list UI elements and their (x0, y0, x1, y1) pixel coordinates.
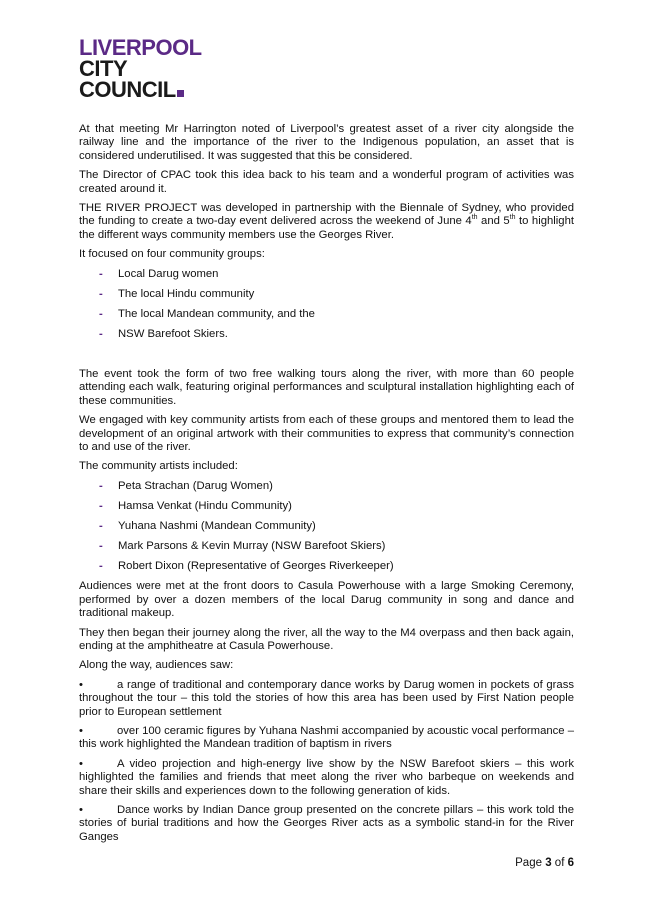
logo-council-text: COUNCIL (79, 77, 176, 102)
list-item (79, 560, 574, 573)
page-number: 3 (545, 857, 552, 869)
community-artists-list (79, 480, 574, 574)
list-item (79, 288, 574, 301)
list-item-text: Peta Strachan (Darug Women) (118, 479, 273, 492)
list-item (79, 520, 574, 533)
river-project-text-a: THE RIVER PROJECT was developed in partnership with the Biennale of Sydney, who provided the funding to create a two-day event delivered across the weekend of June 4 (79, 202, 574, 228)
sight-item-text: over 100 ceramic figures by Yuhana Nashmi accompanied by acoustic vocal performance – this work highlighted the Mandean tradition of baptism in rivers (79, 725, 574, 751)
list-item-text: The local Mandean community, and the (118, 307, 315, 320)
dash-marker: - (99, 479, 103, 492)
superscript-th: th (471, 214, 478, 222)
dash-marker: - (99, 287, 103, 300)
of-label: of (554, 857, 565, 869)
page-footer (515, 857, 574, 869)
paragraph-director: The Director of CPAC took this idea back to his team and a wonderful program of activities was created around it. (79, 169, 574, 195)
logo-line-council (79, 79, 202, 100)
river-project-text-b: and 5 (477, 215, 510, 228)
bullet-marker: • (79, 678, 83, 691)
paragraph-river-project (79, 202, 574, 242)
dash-marker: - (99, 540, 103, 553)
paragraph-mentoring: We engaged with key community artists from each of these groups and mentored them to lead the development of an original artwork with their communities to express that community’s connection to and use of the river. (79, 414, 574, 454)
paragraph-artists-intro: The community artists included: (79, 460, 238, 473)
list-item-text: Yuhana Nashmi (Mandean Community) (118, 520, 316, 533)
paragraph-focus: It focused on four community groups: (79, 248, 265, 261)
sight-item (79, 804, 574, 844)
sight-item-text: A video projection and high-energy live show by the NSW Barefoot skiers – this work highlighted the families and friends that meet along the river who barbeque on weekends and share their skills and experiences down to the following generation of kids. (79, 757, 574, 797)
sight-item-text: Dance works by Indian Dance group presented on the concrete pillars – this work told the stories of burial traditions and how the Georges River acts as a symbolic stand-in for the River Ganges (79, 804, 574, 843)
list-item (79, 500, 574, 513)
superscript-th: th (509, 214, 516, 222)
logo-line-liverpool: LIVERPOOL (79, 35, 202, 60)
list-item (79, 480, 574, 493)
page-label: Page (515, 857, 542, 869)
sight-item (79, 758, 574, 798)
list-item-text: Local Darug women (118, 267, 219, 280)
dash-marker: - (99, 499, 103, 512)
list-item-text: Robert Dixon (Representative of Georges Riverkeeper) (118, 560, 394, 573)
paragraph-meeting: At that meeting Mr Harrington noted of Liverpool’s greatest asset of a river city alongside the railway line and the importance of the river to the Indigenous population, an asset that is considered underutilised. It was suggested that this be considered. (79, 123, 574, 162)
paragraph-walking-tours: The event took the form of two free walking tours along the river, with more than 60 people attending each walk, featuring original performances and sculptural installation highlighting each of these communities. (79, 368, 574, 407)
council-logo (79, 37, 202, 100)
community-groups-list (79, 268, 574, 342)
dash-marker: - (99, 327, 103, 340)
paragraph-journey: They then began their journey along the river, all the way to the M4 overpass and then back again, ending at the amphitheatre at Casula Powerhouse. (79, 626, 574, 652)
list-item (79, 308, 574, 321)
bullet-marker: • (79, 725, 83, 737)
page-total: 6 (567, 857, 574, 869)
list-item (79, 268, 574, 281)
sight-item (79, 725, 574, 752)
paragraph-along-the-way: Along the way, audiences saw: (79, 659, 234, 672)
sight-item-text: a range of traditional and contemporary dance works by Darug women in pockets of grass throughout the tour – this told the stories of how this area has been used by First Nation people prior to European settlement (79, 678, 574, 718)
dash-marker: - (99, 520, 103, 533)
list-item-text: Mark Parsons & Kevin Murray (NSW Barefoot Skiers) (118, 540, 386, 553)
list-item (79, 540, 574, 553)
sight-item (79, 679, 574, 719)
document-body (79, 123, 574, 850)
river-project-text-c: to highlight the different ways community members use the Georges River. (79, 215, 575, 241)
list-item-text: Hamsa Venkat (Hindu Community) (118, 499, 292, 512)
bullet-marker: • (79, 757, 83, 770)
logo-line-city: CITY (79, 56, 128, 81)
list-item (79, 328, 574, 341)
dash-marker: - (99, 307, 103, 320)
list-item-text: The local Hindu community (118, 287, 255, 300)
spacer (79, 348, 574, 368)
logo-dot-icon (177, 90, 184, 97)
dash-marker: - (99, 560, 103, 573)
bullet-marker: • (79, 804, 83, 817)
list-item-text: NSW Barefoot Skiers. (118, 327, 228, 340)
dash-marker: - (99, 267, 103, 280)
paragraph-smoking-ceremony: Audiences were met at the front doors to Casula Powerhouse with a large Smoking Ceremony, performed by over a dozen members of the local Darug community in song and dance and traditional makeup. (79, 580, 574, 620)
